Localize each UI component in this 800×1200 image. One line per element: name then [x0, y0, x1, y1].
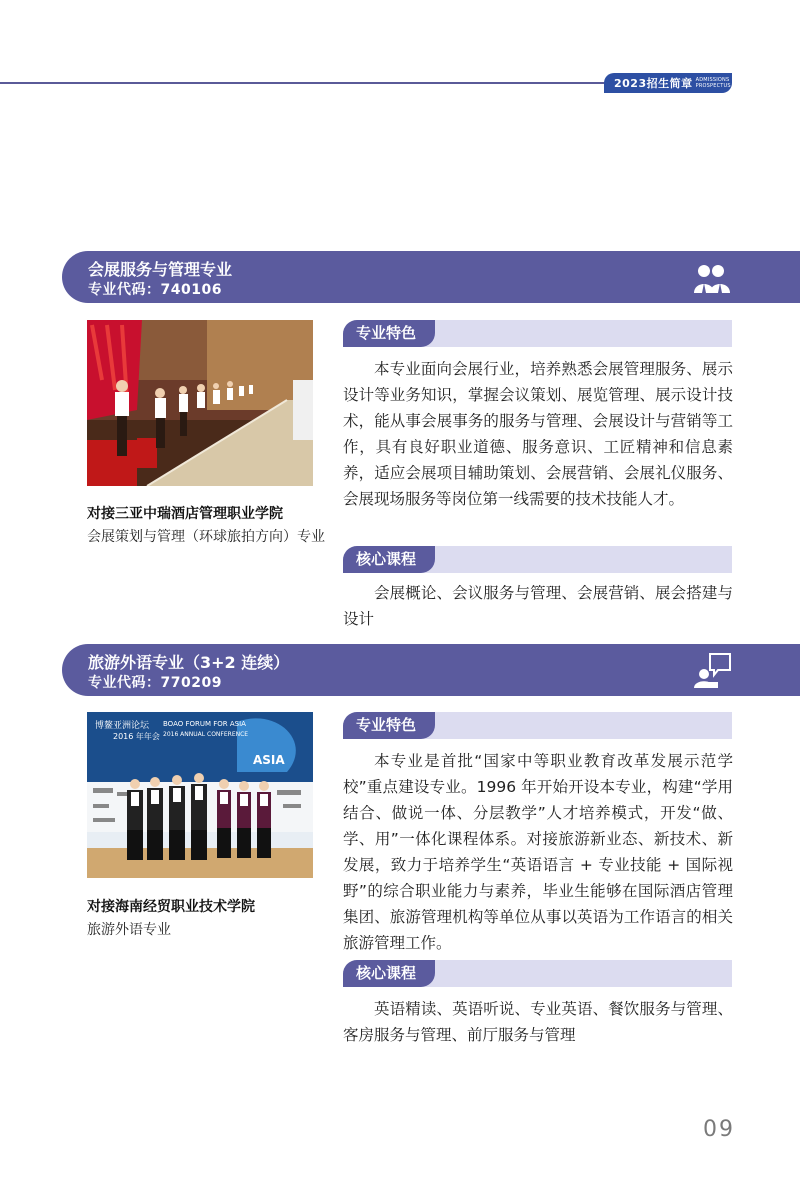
course-label: 核心课程	[343, 546, 435, 573]
feature-paragraph: 本专业面向会展行业，培养熟悉会展管理服务、展示设计等业务知识，掌握会议策划、展览管理、展示设计技术，能从事会展事务的服务与管理、会展设计与营销等工作，具有良好职业道德、服务意识、工匠精神和信息素养，适应会展项目辅助策划、会展营销、会展礼仪服务、会展现场服务等岗位第一线需要的技术技能人才。	[343, 360, 733, 508]
page-number: 09	[703, 1117, 735, 1142]
photo-text-asia: ASIA	[253, 753, 285, 767]
course-paragraph: 英语精读、英语听说、专业英语、餐饮服务与管理、客房服务与管理、前厅服务与管理	[343, 1000, 733, 1044]
people-icon	[692, 259, 732, 297]
photo-text-en: BOAO FORUM FOR ASIA	[163, 720, 246, 728]
course-paragraph: 会展概论、会议服务与管理、会展营销、展会搭建与设计	[343, 584, 733, 628]
feature-paragraph: 本专业是首批“国家中等职业教育改革发展示范学校”重点建设专业。1996 年开始开设本专业，构建“学用结合、做说一体、分层教学”人才培养模式，开发“做、学、用”一体化课程体系。对接旅游新业态、新技术、新发展，致力于培养学生“英语语言 + 专业技能 + 国际视野”的综合职业能力与素养，毕业生能够在国际酒店管理集团、旅游管理机构等单位从事以英语为工作语言的相关旅游管理工作。	[343, 752, 733, 952]
feature-label-bar	[343, 712, 732, 739]
partner-major-caption: 旅游外语专业	[87, 922, 171, 938]
feature-label: 专业特色	[343, 712, 435, 739]
course-label-bar	[343, 960, 732, 987]
badge-main-text: 2023招生简章	[614, 77, 693, 90]
section-header-exhibition	[62, 251, 800, 303]
photo-text-cn-year: 2016 年年会	[113, 732, 160, 741]
partner-major-caption: 会展策划与管理（环球旅拍方向）专业	[87, 529, 325, 545]
header-badge	[604, 73, 732, 93]
course-label: 核心课程	[343, 960, 435, 987]
photo-text-cn: 博鳌亚洲论坛	[95, 721, 150, 731]
header-rule	[0, 82, 608, 84]
section-code: 专业代码：740106	[88, 282, 222, 298]
feature-label-bar	[343, 320, 732, 347]
photo-conference-hall	[87, 320, 313, 486]
photo-boao-forum	[87, 712, 313, 878]
partner-school-caption: 对接海南经贸职业技术学院	[87, 899, 255, 915]
photo-text-en-year: 2016 ANNUAL CONFERENCE	[163, 731, 249, 738]
section-header-tourism-english	[62, 644, 800, 696]
section-title: 旅游外语专业（3+2 连续）	[88, 653, 290, 672]
section-title: 会展服务与管理专业	[88, 260, 233, 279]
badge-sub-text: ADMISSIONS PROSPECTUS	[695, 77, 731, 89]
course-label-bar	[343, 546, 732, 573]
speaker-chat-icon	[692, 652, 732, 690]
feature-label: 专业特色	[343, 320, 435, 347]
partner-school-caption: 对接三亚中瑞酒店管理职业学院	[87, 506, 283, 522]
section-code: 专业代码：770209	[88, 675, 222, 691]
